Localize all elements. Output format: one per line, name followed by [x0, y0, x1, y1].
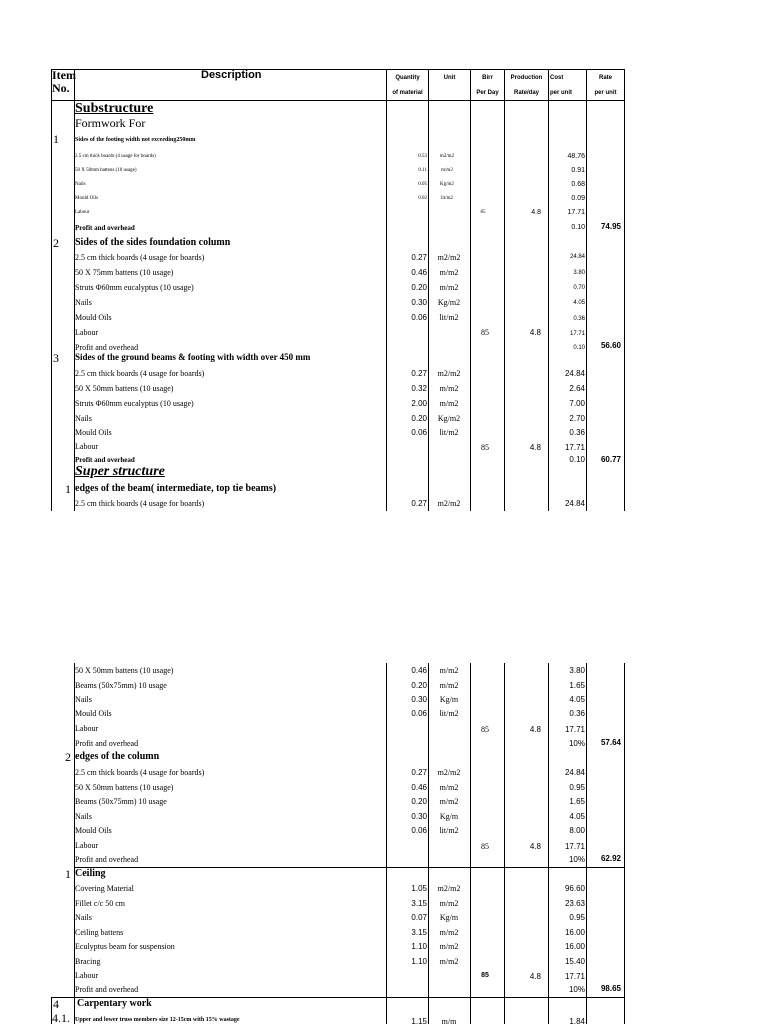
row-rate: 74.95: [600, 222, 621, 231]
row-quantity: 0.07: [411, 913, 427, 922]
row-unit: m/m: [441, 1017, 457, 1026]
header-rate: Rate: [598, 75, 612, 81]
row-description: 50 X 50mm battens (10 usage): [75, 384, 174, 393]
row-quantity: 1.10: [411, 942, 427, 951]
row-description: Covering Material: [75, 884, 134, 893]
row-description: Mould Oils: [75, 428, 112, 437]
row-cost: 7.00: [569, 399, 585, 408]
row-rate: 62.92: [600, 854, 621, 863]
row-quantity: 0.32: [411, 384, 427, 393]
row-cost: 10%: [568, 855, 585, 864]
header-production-2: Rate/day: [513, 90, 539, 96]
table-row: [51, 367, 625, 382]
row-quantity: 0.05: [418, 182, 427, 187]
row-quantity: 1.10: [411, 957, 427, 966]
row-cost: 24.84: [564, 499, 585, 508]
row-cost: 0.36: [573, 316, 585, 322]
row-quantity: 0.27: [411, 253, 427, 262]
row-cost: 0.91: [571, 167, 585, 174]
item-number: 4.1.: [52, 1011, 70, 1025]
row-description: 50 X 50mm battens (10 usage): [75, 666, 174, 675]
row-cost: 10%: [568, 985, 585, 994]
table-row: [51, 251, 625, 266]
row-birr: 85: [481, 443, 489, 452]
row-cost: 4.05: [569, 812, 585, 821]
row-description: Beams (50x75mm) 10 usage: [75, 797, 167, 806]
table-row: [51, 209, 625, 223]
row-cost: 0.36: [569, 428, 585, 437]
row-cost: 1.65: [569, 681, 585, 690]
row-cost: 0.10: [573, 345, 585, 351]
profit-row: [51, 983, 625, 997]
row-unit: m2/m2: [437, 768, 461, 777]
row-rate: 98.65: [600, 984, 621, 993]
row-unit: m2/m2: [437, 499, 461, 508]
row-cost: 0.95: [569, 913, 585, 922]
section-title: Super structure: [75, 464, 165, 479]
row-description: 2.5 cm thick boards (4 usage for boards): [75, 499, 205, 508]
table-row: [51, 1012, 625, 1024]
item-title: edges of the beam( intermediate, top tie beams): [75, 483, 277, 494]
row-quantity: 1.05: [411, 884, 427, 893]
row-description: Eculyptus beam for suspension: [75, 942, 175, 951]
row-quantity: 0.02: [418, 196, 427, 201]
row-quantity: 0.30: [411, 812, 427, 821]
table-row: [51, 153, 625, 167]
header-description: Description: [201, 69, 262, 81]
row-cost: 96.60: [564, 884, 585, 893]
row-birr: 85: [481, 972, 489, 979]
row-unit: m/m2: [441, 168, 453, 173]
header-cost: Cost: [550, 75, 564, 81]
row-quantity: 0.20: [411, 414, 427, 423]
row-production: 4.8: [529, 725, 541, 734]
row-cost: 3.80: [569, 666, 585, 675]
row-quantity: 0.53: [418, 154, 427, 159]
header-birr-2: Per Day: [476, 90, 499, 96]
row-description: Mould Oils: [75, 826, 112, 835]
item-title-row: [51, 132, 625, 146]
row-quantity: 3.15: [411, 899, 427, 908]
row-description: Profit and overhead: [75, 456, 135, 464]
row-description: Mould Oils: [75, 196, 98, 201]
row-production: 4.8: [529, 443, 541, 452]
subsection-title: Formwork For: [75, 116, 146, 130]
row-quantity: 0.46: [411, 783, 427, 792]
table-row: [51, 679, 625, 694]
row-quantity: 0.06: [411, 826, 427, 835]
row-description: Mould Oils: [75, 313, 112, 322]
table-row: [51, 266, 625, 281]
row-unit: lit/m2: [441, 196, 453, 201]
row-description: Nails: [75, 182, 86, 187]
row-cost: 10%: [568, 739, 585, 748]
row-unit: Kg/m2: [440, 182, 454, 187]
row-cost: 16.00: [564, 942, 585, 951]
row-cost: 0.36: [569, 709, 585, 718]
row-cost: 0.95: [569, 783, 585, 792]
table-row: [51, 722, 625, 737]
row-description: Labour: [75, 442, 99, 451]
table-row: [51, 497, 625, 511]
row-unit: m/m2: [439, 283, 459, 292]
row-unit: m/m2: [439, 681, 459, 690]
row-cost: 0.10: [569, 455, 585, 464]
item-title: Sides of the footing width not exceeding250mm: [75, 137, 196, 143]
row-cost: 2.64: [569, 384, 585, 393]
row-unit: lit/m2: [439, 428, 459, 437]
row-unit: Kg/m: [439, 913, 459, 922]
row-cost: 8.00: [569, 826, 585, 835]
row-cost: 1.65: [569, 797, 585, 806]
row-description: Profit and overhead: [75, 224, 135, 232]
profit-row: [51, 737, 625, 751]
table-row: [51, 839, 625, 854]
table-row: [51, 181, 625, 195]
table-row: [51, 311, 625, 326]
row-unit: m/m2: [439, 783, 459, 792]
item-number: 3: [53, 351, 59, 365]
row-quantity: 0.30: [411, 695, 427, 704]
row-cost: 0.09: [571, 195, 585, 202]
table-row: [51, 810, 625, 825]
row-unit: m/m2: [439, 384, 459, 393]
item-title-row: [51, 750, 625, 764]
row-description: Mould Oils: [75, 709, 112, 718]
row-cost: 24.84: [564, 369, 585, 378]
section-substructure: [51, 101, 625, 117]
header-quantity-2: of material: [392, 90, 423, 96]
row-cost: 17.71: [564, 842, 585, 851]
row-description: Labour: [75, 328, 99, 337]
table-row: [51, 326, 625, 341]
row-description: Upper and lower truss members size 12-15cm with 15% wastage: [75, 1017, 240, 1023]
row-unit: m/m2: [439, 797, 459, 806]
row-birr: 85: [481, 328, 489, 337]
profit-row: [51, 223, 625, 237]
row-cost: 17.71: [564, 972, 585, 981]
row-description: 50 X 50mm battens (10 usage): [75, 168, 137, 173]
row-cost: 0.10: [571, 224, 585, 231]
row-quantity: 0.27: [411, 499, 427, 508]
row-quantity: 0.27: [411, 768, 427, 777]
table-row: [51, 795, 625, 810]
table-row: [51, 911, 625, 926]
row-unit: Kg/m: [439, 812, 459, 821]
row-description: Profit and overhead: [75, 855, 139, 864]
row-production: 4.8: [529, 972, 541, 981]
row-quantity: 0.20: [411, 681, 427, 690]
table-row: [51, 281, 625, 296]
sheet-page-1: [51, 69, 625, 511]
row-unit: Kg/m2: [437, 298, 461, 307]
row-unit: m/m2: [439, 268, 459, 277]
row-description: Nails: [75, 812, 92, 821]
row-rate: 60.77: [600, 455, 621, 464]
item-title-row: [51, 351, 625, 365]
row-cost: 3.80: [573, 270, 585, 276]
row-description: Profit and overhead: [75, 985, 139, 994]
table-row: [51, 167, 625, 181]
row-cost: 17.71: [564, 725, 585, 734]
item-title-row: [51, 482, 625, 496]
row-cost: 24.84: [564, 768, 585, 777]
row-quantity: 2.00: [411, 399, 427, 408]
row-cost: 24.84: [569, 254, 585, 260]
row-cost: 2.70: [569, 414, 585, 423]
table-row: [51, 664, 625, 679]
row-description: Struts Φ60mm eucalyptus (10 usage): [75, 399, 194, 408]
header-unit: Unit: [443, 75, 456, 81]
row-quantity: 0.20: [411, 797, 427, 806]
row-description: Labour: [75, 724, 99, 733]
row-cost: 23.63: [564, 899, 585, 908]
table-row: [51, 382, 625, 397]
row-description: 50 X 50mm battens (10 usage): [75, 783, 174, 792]
row-birr: 85: [481, 842, 489, 851]
row-quantity: 0.06: [411, 428, 427, 437]
row-unit: lit/m2: [439, 313, 459, 322]
row-unit: m/m2: [439, 957, 459, 966]
row-quantity: 0.20: [411, 283, 427, 292]
subsection-formwork: [51, 116, 625, 130]
row-quantity: 3.15: [411, 928, 427, 937]
table-row: [51, 426, 625, 441]
row-unit: m/m2: [439, 899, 459, 908]
row-cost: 17.71: [567, 209, 585, 216]
item-title: Sides of the ground beams & footing with width over 450 mm: [75, 352, 311, 362]
row-unit: m/m2: [439, 399, 459, 408]
item-title: Carpentary work: [77, 998, 152, 1009]
table-row: [51, 897, 625, 912]
row-cost: 15.40: [564, 957, 585, 966]
row-rate: 57.64: [600, 738, 621, 747]
row-description: Beams (50x75mm) 10 usage: [75, 681, 167, 690]
row-description: Labour: [75, 971, 99, 980]
row-unit: m2/m2: [437, 253, 461, 262]
row-quantity: 0.06: [411, 709, 427, 718]
row-quantity: 0.06: [411, 313, 427, 322]
row-description: Nails: [75, 298, 92, 307]
row-birr: 85: [481, 725, 489, 734]
table-row: [51, 766, 625, 781]
row-description: 50 X 75mm battens (10 usage): [75, 268, 174, 277]
row-unit: m2/m2: [437, 369, 461, 378]
row-cost: 4.05: [569, 695, 585, 704]
row-unit: lit/m2: [439, 826, 459, 835]
table-row: [51, 781, 625, 796]
table-header: [51, 69, 625, 100]
profit-row: [51, 853, 625, 867]
table-row: [51, 969, 625, 984]
row-quantity: 0.27: [411, 369, 427, 378]
row-description: Struts Φ60mm eucalyptus (10 usage): [75, 283, 194, 292]
section-super-structure: [51, 464, 625, 480]
row-description: Nails: [75, 414, 92, 423]
item-number: 1: [65, 482, 71, 496]
item-number: 4: [53, 997, 59, 1011]
table-row: [51, 440, 625, 455]
row-cost: 17.71: [569, 331, 585, 337]
row-unit: m2/m2: [437, 884, 461, 893]
row-cost: 48.76: [567, 153, 585, 160]
row-description: Labour: [75, 210, 90, 215]
table-row: [51, 940, 625, 955]
row-unit: Kg/m2: [437, 414, 461, 423]
row-description: Nails: [75, 695, 92, 704]
header-quantity: Quantity: [395, 75, 420, 81]
row-cost: 17.71: [564, 443, 585, 452]
row-description: Profit and overhead: [75, 739, 139, 748]
row-unit: lit/m2: [439, 709, 459, 718]
item-title-row: [51, 867, 625, 881]
item-title-row: [51, 236, 625, 250]
row-cost: 16.00: [564, 928, 585, 937]
table-row: [51, 955, 625, 970]
row-cost: 1.84: [569, 1017, 585, 1026]
header-cost-2: per unit: [550, 90, 572, 96]
section-title: Substructure: [75, 101, 154, 116]
row-rate: 56.60: [600, 341, 621, 350]
row-quantity: 0.46: [411, 666, 427, 675]
header-rate-2: per unit: [594, 90, 617, 96]
row-quantity: 0.30: [411, 298, 427, 307]
row-description: 2.5 cm thick boards (4 usage for boards): [75, 768, 205, 777]
row-description: Bracing: [75, 957, 101, 966]
table-row: [51, 707, 625, 722]
item-title-row: [51, 998, 625, 1011]
row-description: 2.5 cm thick boards (4 usage for boards): [75, 253, 205, 262]
row-description: Labour: [75, 841, 99, 850]
table-row: [51, 824, 625, 839]
table-row: [51, 195, 625, 209]
row-description: Profit and overhead: [75, 343, 139, 352]
table-row: [51, 926, 625, 941]
table-row: [51, 296, 625, 311]
row-unit: Kg/m: [439, 695, 459, 704]
table-row: [51, 693, 625, 708]
row-unit: m/m2: [439, 942, 459, 951]
row-unit: m/m2: [439, 928, 459, 937]
item-number: 1: [53, 132, 59, 146]
row-description: 2.5 cm thick boards (4 usage for boards): [75, 154, 156, 159]
header-birr: Birr: [482, 75, 493, 81]
row-cost: 0.70: [573, 285, 585, 291]
row-unit: m/m2: [439, 666, 459, 675]
row-cost: 0.68: [571, 181, 585, 188]
header-item-no: Item No.: [52, 68, 76, 95]
item-title: Ceiling: [75, 868, 106, 879]
table-row: [51, 397, 625, 412]
row-quantity: 0.46: [411, 268, 427, 277]
row-description: Ceiling battens: [75, 928, 124, 937]
table-row: [51, 412, 625, 427]
item-title: edges of the column: [75, 751, 160, 762]
row-cost: 4.05: [573, 300, 585, 306]
row-production: 4.8: [529, 842, 541, 851]
row-description: Fillet c/c 50 cm: [75, 899, 125, 908]
sheet-page-2: [51, 663, 625, 1024]
row-quantity: 1.15: [411, 1017, 427, 1026]
header-production: Production: [510, 75, 543, 81]
row-quantity: 0.11: [418, 168, 427, 173]
item-number: 1: [65, 867, 71, 881]
item-title: Sides of the sides foundation column: [75, 237, 231, 248]
item-number: 2: [53, 236, 59, 250]
row-birr: 85: [480, 210, 486, 215]
row-description: Nails: [75, 913, 92, 922]
row-unit: m2/m2: [439, 154, 455, 159]
table-row: [51, 882, 625, 897]
item-number: 2: [65, 750, 71, 764]
row-production: 4.8: [531, 209, 541, 216]
row-production: 4.8: [529, 328, 541, 337]
row-description: 2.5 cm thick boards (4 usage for boards): [75, 369, 205, 378]
